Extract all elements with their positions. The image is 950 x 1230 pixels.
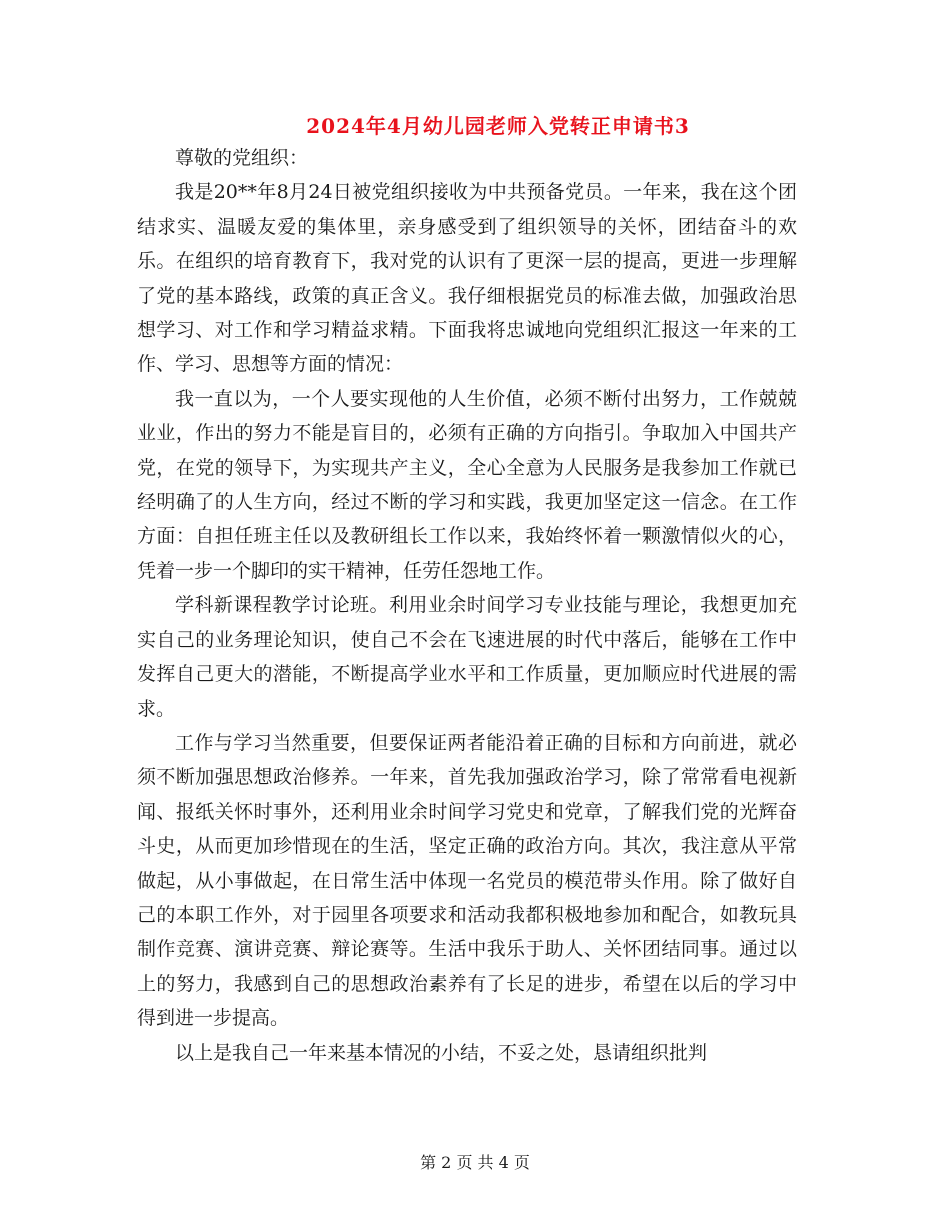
body-paragraph: 我一直以为，一个人要实现他的人生价值，必须不断付出努力，工作兢兢业业，作出的努力不能是盲目的，必须有正确的方向指引。争取加入中国共产党，在党的领导下，为实现共产主义，全心全意为人民服务是我参加工作就已经明确了的人生方向，经过不断的学习和实践，我更加坚定这一信念。在工作方面：自担任班主任以及教研组长工作以来，我始终怀着一颗激情似火的心，凭着一步一个脚印的实干精神，任劳任怨地工作。 [137, 387, 797, 582]
salutation: 尊敬的党组织： [175, 147, 309, 169]
body-paragraph: 我是20**年8月24日被党组织接收为中共预备党员。一年来，我在这个团结求实、温暖友爱的集体里，亲身感受到了组织领导的关怀，团结奋斗的欢乐。在组织的培育教育下，我对党的认识有了更深一层的提高，更进一步理解了党的基本路线，政策的真正含义。我仔细根据党员的标准去做，加强政治思想学习、对工作和学习精益求精。下面我将忠诚地向党组织汇报这一年来的工作、学习、思想等方面的情况： [137, 181, 797, 376]
body-paragraph: 学科新课程教学讨论班。利用业余时间学习专业技能与理论，我想更加充实自己的业务理论知识，使自己不会在飞速进展的时代中落后，能够在工作中发挥自己更大的潜能，不断提高学业水平和工作质量，更加顺应时代进展的需求。 [137, 594, 797, 720]
body-paragraph: 工作与学习当然重要，但要保证两者能沿着正确的目标和方向前进，就必须不断加强思想政治修养。一年来，首先我加强政治学习，除了常常看电视新闻、报纸关怀时事外，还利用业余时间学习党史和党章，了解我们党的光辉奋斗史，从而更加珍惜现在的生活，坚定正确的政治方向。其次，我注意从平常做起，从小事做起，在日常生活中体现一名党员的模范带头作用。除了做好自己的本职工作外，对于园里各项要求和活动我都积极地参加和配合，如教玩具制作竞赛、演讲竞赛、辩论赛等。生活中我乐于助人、关怀团结同事。通过以上的努力，我感到自己的思想政治素养有了长足的进步，希望在以后的学习中得到进一步提高。 [137, 731, 797, 1030]
body-paragraph: 以上是我自己一年来基本情况的小结，不妥之处，恳请组织批判 [175, 1041, 708, 1064]
document-body [137, 141, 797, 1070]
page-footer: 第 2 页 共 4 页 [420, 1153, 530, 1172]
document-title: 2024年4月幼儿园老师入党转正申请书3 [306, 114, 690, 138]
